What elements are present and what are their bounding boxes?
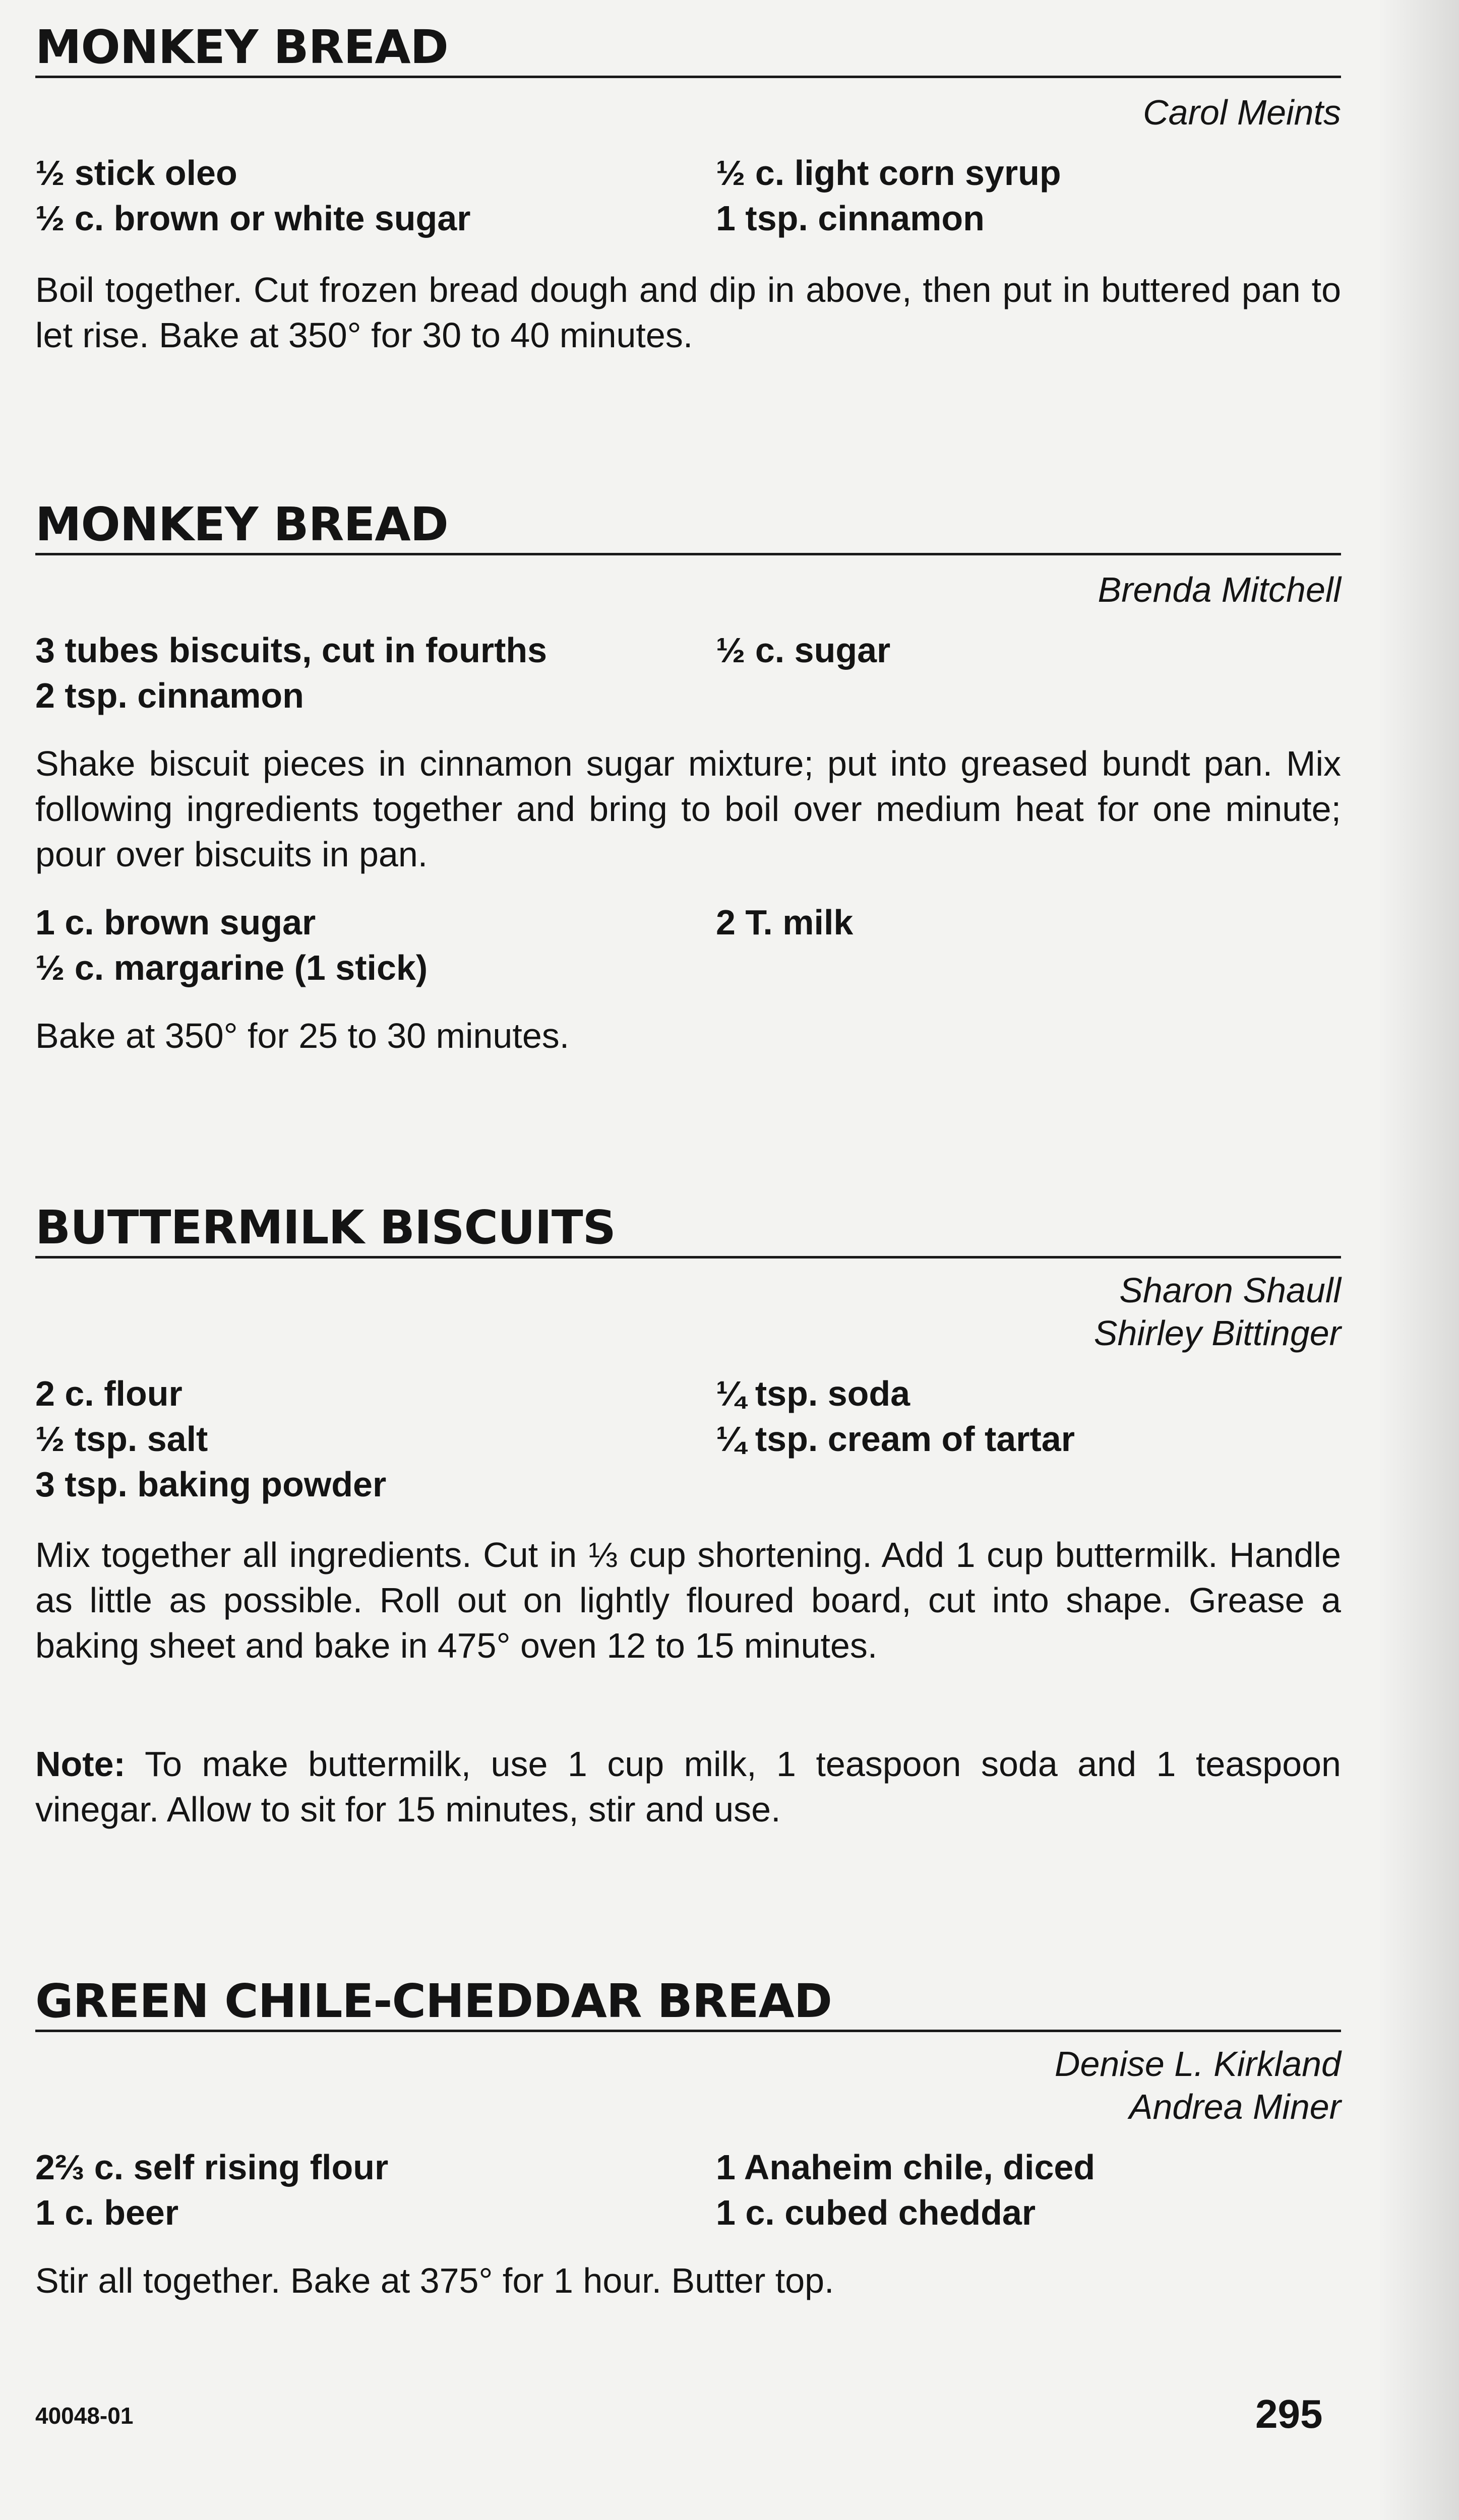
ingredient: ½ tsp. salt xyxy=(35,1419,208,1459)
recipe-title: MONKEY BREAD xyxy=(35,497,448,551)
ingredient: ¼ tsp. soda xyxy=(716,1374,910,1413)
recipe-credit: Brenda Mitchell xyxy=(1098,570,1341,609)
recipe-note xyxy=(35,1741,1341,1832)
ingredient: 2 c. flour xyxy=(35,1374,183,1413)
recipe-credit: Denise L. Kirkland xyxy=(1054,2044,1341,2084)
ingredient: 1 tsp. cinnamon xyxy=(716,199,985,238)
title-rule xyxy=(35,1256,1341,1258)
recipe-credit: Andrea Miner xyxy=(1129,2087,1341,2126)
ingredient: ½ c. sugar xyxy=(716,631,891,670)
ingredient: ¼ tsp. cream of tartar xyxy=(716,1419,1075,1459)
ingredient: 1 c. cubed cheddar xyxy=(716,2193,1036,2232)
recipe-title: MONKEY BREAD xyxy=(35,20,448,74)
ingredient: 3 tubes biscuits, cut in fourths xyxy=(35,631,548,670)
recipe-directions: Bake at 350° for 25 to 30 minutes. xyxy=(35,1016,570,1055)
ingredient: 1 c. beer xyxy=(35,2193,179,2232)
ingredient: ½ stick oleo xyxy=(35,153,237,193)
recipe-directions: Boil together. Cut frozen bread dough and dip in above, then put in buttered pan to let rise. Bake at 350° for 30 to 40 minutes. xyxy=(35,270,1341,355)
ingredient: 3 tsp. baking powder xyxy=(35,1465,387,1504)
ingredient: ½ c. brown or white sugar xyxy=(35,199,471,238)
ingredient: ½ c. light corn syrup xyxy=(716,153,1061,193)
recipe-credit: Shirley Bittinger xyxy=(1093,1313,1341,1353)
footer-code: 40048-01 xyxy=(35,2403,134,2429)
title-rule xyxy=(35,2030,1341,2032)
ingredient: 2 T. milk xyxy=(716,903,854,942)
page-number: 295 xyxy=(1255,2391,1323,2436)
recipe-title: GREEN CHILE-CHEDDAR BREAD xyxy=(35,1974,832,2028)
title-rule xyxy=(35,76,1341,78)
note-label: Note: xyxy=(35,1744,126,1784)
recipe-directions: Mix together all ingredients. Cut in ⅓ cup shortening. Add 1 cup buttermilk. Handle as little as possible. Roll out on lightly floured board, cut into shape. Grease a baking sheet and bake in 475° oven 12 to 15 minutes. xyxy=(35,1535,1341,1665)
recipe-credit: Carol Meints xyxy=(1143,93,1341,132)
page-edge-shadow xyxy=(1378,0,1459,2520)
recipe-title: BUTTERMILK BISCUITS xyxy=(35,1201,616,1254)
title-rule xyxy=(35,553,1341,555)
ingredient: 2⅔ c. self rising flour xyxy=(35,2148,389,2187)
note-text: To make buttermilk, use 1 cup milk, 1 teaspoon soda and 1 teaspoon vinegar. Allow to sit for 15 minutes, stir and use. xyxy=(35,1744,1341,1829)
ingredient: 1 c. brown sugar xyxy=(35,903,316,942)
recipe-directions: Shake biscuit pieces in cinnamon sugar mixture; put into greased bundt pan. Mix following ingredients together and bring to boil over medium heat for one minute; pour over biscuits in pan. xyxy=(35,744,1341,874)
ingredient: 2 tsp. cinnamon xyxy=(35,676,304,715)
recipe-directions: Stir all together. Bake at 375° for 1 hour. Butter top. xyxy=(35,2261,834,2300)
ingredient: 1 Anaheim chile, diced xyxy=(716,2148,1096,2187)
ingredient: ½ c. margarine (1 stick) xyxy=(35,948,428,987)
recipe-credit: Sharon Shaull xyxy=(1119,1271,1341,1310)
